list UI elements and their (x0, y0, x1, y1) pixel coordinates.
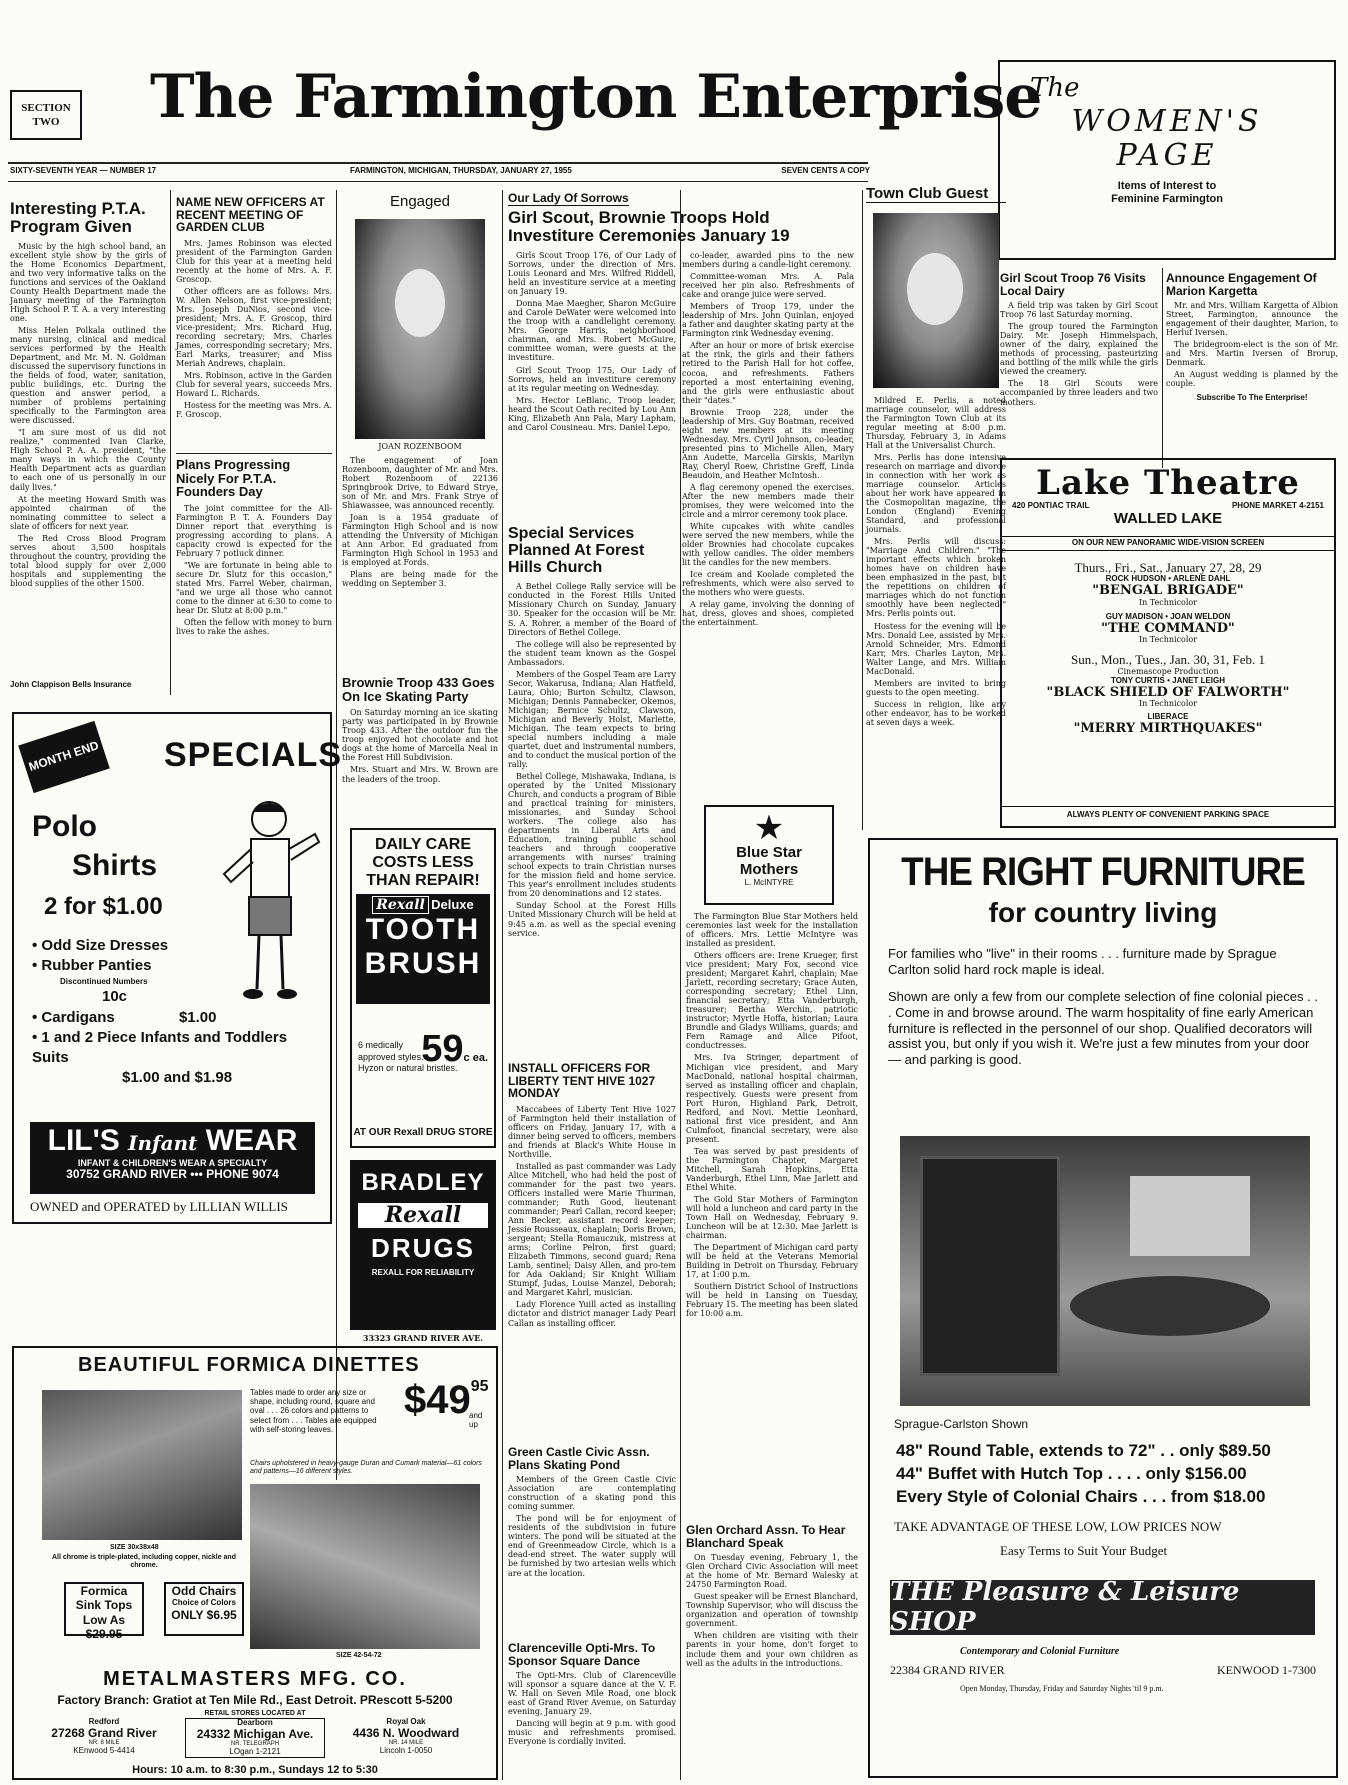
joan-caption: JOAN ROZENBOOM (378, 441, 462, 451)
girlscout-para: co-leader, awarded pins to the new members during a candle-light ceremony. (682, 251, 854, 270)
face-shape (907, 253, 963, 325)
special-item-price: 10c (102, 988, 128, 1006)
month-end-text: MONTH END (27, 738, 101, 775)
womens-womens: WOMEN'S (1071, 104, 1263, 140)
formica-company: METALMASTERS MFG. CO. (103, 1668, 407, 1690)
formica-stores (34, 1718, 476, 1758)
theatre-address: 420 PONTIAC TRAIL (1012, 501, 1090, 511)
rexall-brush-block (356, 894, 490, 1004)
masthead-dateline-row (10, 167, 870, 179)
month-end-badge (18, 721, 110, 793)
store-redford (34, 1718, 174, 1758)
dairy-headline: Girl Scout Troop 76 Visits Local Dairy (1000, 271, 1146, 298)
founders-para: The joint committee for the All-Farmington P. T. A. Founders Day Dinner report that everything is progressing according to plans. A capacity crowd is expected for the February 7 potluck dinner. (176, 503, 332, 559)
bluestar-para: The Farmington Blue Star Mothers held ceremonies last week for the installation of officers. Mrs. Lettie McIntyre was installed as president. (686, 912, 858, 949)
polo-word: Polo (32, 810, 97, 843)
townclub-para: Mrs. Perlis has done intensive research on marriage and divorce in connection with her work as marriage counselor. Articles about her work have appeared in the Cosmopolitan magazine, the London (England) Evening Standard, and professional journals. (866, 452, 1006, 535)
garden-headline: NAME NEW OFFICERS AT RECENT MEETING OF GARDEN CLUB (176, 195, 325, 235)
special-services-headline: Special Services Planned At Forest Hills Church (508, 525, 645, 576)
bluestar-article (686, 912, 858, 1472)
clarenceville-headline: Clarenceville Opti-Mrs. To Sponsor Square Dance (508, 1641, 656, 1668)
special-services-para: Bethel College, Mishawaka, Indiana, is operated by the United Missionary Church, and conducts a program of Bible and practical training for ministers, missionaries, and Sunday School workers. The college also has departments in Liberal Arts and Education, training public school teachers and through cooperative arrangements with nurses' training school expects to train Christian nurses for the mission field and home service. This year's enrollment includes students from 20 denominations and 12 states. (508, 772, 676, 899)
formica-retail: RETAIL STORES LOCATED AT (204, 1710, 306, 1717)
dairy-body (1000, 301, 1158, 406)
year-number: SIXTY-SEVENTH YEAR — NUMBER 17 (10, 166, 157, 175)
rexall-toothbrush-ad (350, 828, 496, 1148)
formica-factory: Factory Branch: Gratiot at Ten Mile Rd., East Detroit. PRescott 5-5200 (57, 1693, 453, 1707)
pta-para: Miss Helen Polkala outlined the many nursing, clinical and medical services performed by the Health Department, and Mr. M. N. Goldman discussed the supervisory functions in the fields of food, water, sanitation, public buildings, etc. During the question and answer period, a number of problems pertaining specifically to the Farmington area were discussed. (10, 325, 166, 426)
polo-price: 2 for $1.00 (44, 893, 163, 920)
special-item: • Odd Size Dresses (32, 937, 169, 954)
joan-photo (355, 219, 485, 439)
theatre-tech3: In Technicolor (1138, 699, 1198, 709)
store-town: Dearborn (237, 1718, 273, 1727)
engaged-para: Plans are being made for the wedding on September 3. (342, 570, 498, 589)
kargetta-para: An August wedding is planned by the couple. (1166, 370, 1338, 389)
furniture-item: Every Style of Colonial Chairs . . . from $18.00 (896, 1486, 1266, 1506)
special-item-price: $1.00 and $1.98 (122, 1069, 233, 1087)
townclub-para: Members are invited to bring guests to the open meeting. (866, 678, 1006, 697)
pta-para: "I am sure most of us did not realize," commented Ivan Clarke, High School P. A. A. president, "the many ways in which the County Health Department acts as guardian to each one of us personally in our daily lives." (10, 428, 166, 492)
bluestar-title1: Blue Star (736, 844, 802, 861)
subscribe-line: Subscribe To The Enterprise! (1196, 393, 1308, 403)
greencastle-body (508, 1475, 676, 1577)
store-note: NR. TELEGRAPH (230, 1741, 280, 1748)
pta-para: At the meeting Howard Smith was appointed chairman of the nominating committee to select a slate of officers for next year. (10, 494, 166, 531)
brownie-433-para: Mrs. Stuart and Mrs. W. Brown are the leaders of the troop. (342, 765, 498, 784)
rexall-deluxe: Deluxe (431, 896, 474, 912)
kargetta-headline: Announce Engagement Of Marion Kargetta (1166, 271, 1317, 298)
hutch-shape (920, 1156, 1060, 1376)
pta-article (10, 200, 166, 690)
furniture-take: TAKE ADVANTAGE OF THESE LOW, LOW PRICES NOW (894, 1519, 1222, 1534)
bradley-drugs: DRUGS (371, 1232, 475, 1263)
furniture-p1: For families who "live" in their rooms . . . furniture made by Sprague Carlton solid hard rock maple is ideal. (888, 946, 1277, 977)
formica-chairs: Chairs upholstered in heavy-gauge Duran and Cumark material—61 colors and patterns—16 different styles. (250, 1460, 482, 1475)
masthead-rule (8, 162, 868, 164)
girlscout-kicker: Our Lady Of Sorrows (508, 191, 629, 205)
girlscout-para: Girl Scout Troop 175, Our Lady of Sorrows, held an investiture ceremony at its regular meeting on Wednesday. (508, 365, 676, 393)
pta-headline: Interesting P.T.A. Program Given (10, 199, 146, 236)
bluestar-para: The Gold Star Mothers of Farmington will hold a luncheon and card party in the Town Hall on Wednesday, February 9. Luncheon will be at 12:30. Mae Jarlett is chairman. (686, 1194, 858, 1241)
col-rule-5 (862, 190, 863, 830)
store-town: Redford (88, 1717, 120, 1726)
perlis-photo (873, 213, 999, 388)
formica-table-right (250, 1484, 480, 1649)
girlscout-para: A relay game, involving the donning of hat, dress, gloves and shoes, completed the entertainment. (682, 600, 854, 628)
furniture-item: 48" Round Table, extends to 72" . . only $89.50 (896, 1441, 1271, 1460)
rexall-line3: THAN REPAIR! (366, 871, 480, 889)
store-note: NR. 14 MILE (388, 1740, 424, 1747)
formica-price-dollars: $49 (404, 1378, 471, 1422)
townclub-para: Mildred E. Perlis, a noted marriage counselor, will address the Farmington Town Club at its regular meeting at 8:00 p.m. Thursday, February 3, in Adams Hall at the Universalist Church. (866, 395, 1006, 450)
liberty-para: Maccabees of Liberty Tent Hive 1027 of Farmington held their installation of officers on Friday, January 17, with a dinner being served to officers, members and friends at Black's White House in Northville. (508, 1104, 676, 1159)
lils-address: 30752 GRAND RIVER ••• PHONE 9074 (66, 1166, 279, 1181)
dairy-para: The 18 Girl Scouts were accompanied by three leaders and two mothers. (1000, 379, 1158, 407)
brownie-433-para: On Saturday morning an ice skating party was participated in by Brownie Troop 433. After the outdoor fun the troop enjoyed hot chocolate and hot dogs at the home of Marcella Neal in the Forest Hill Subdivision. (342, 708, 498, 763)
special-item-label: Cardigans (41, 1008, 115, 1026)
rexall-tooth: TOOTH (365, 913, 481, 947)
glenorchard-para: When children are visiting with their parents in your home, don't forget to include them and your own children as well as the adults in the introductions. (686, 1631, 858, 1668)
womens-page-word: PAGE (1116, 137, 1218, 173)
theatre-tech2: In Technicolor (1138, 635, 1198, 645)
rexall-styles-2: approved styles. (358, 1051, 424, 1062)
womens-sub2: Feminine Farmington (1111, 192, 1223, 205)
theatre-dates2: Sun., Mon., Tues., Jan. 30, 31, Feb. 1 (1071, 652, 1265, 668)
bluestar-title2: Mothers (739, 860, 799, 878)
theatre-stars3: TONY CURTIS • JANET LEIGH (1110, 675, 1226, 685)
garden-para: Hostess for the meeting was Mrs. A. F. Groscop. (176, 401, 332, 420)
furniture-photo (900, 1136, 1310, 1406)
townclub-label: Town Club Guest (866, 186, 1006, 203)
girlscout-para: Members of Troop 179, under the leadership of Mrs. John Quinlan, enjoyed a father and daughter skating party at the Farmington rink Wednesday evening. (682, 302, 854, 339)
store-note: NR. 8 MILE (88, 1740, 120, 1747)
bradley-address: 33323 GRAND RIVER AVE. (362, 1333, 484, 1343)
furniture-subtitle: for country living (988, 896, 1218, 928)
theatre-phone: PHONE MARKET 4-2151 (1231, 501, 1324, 511)
newspaper-title: The Farmington Enterprise (150, 62, 1042, 132)
furniture-contemp: Contemporary and Colonial Furniture (960, 1646, 1120, 1657)
rexall-footer: AT OUR Rexall DRUG STORE (353, 1126, 493, 1138)
col-rule-1 (170, 190, 171, 695)
girlscout-para: A flag ceremony opened the exercises. After the new members made their promises, they were welcomed into the circle and a mirror ceremony took place. (682, 482, 854, 519)
special-services-para: A Bethel College Rally service will be conducted in the Forest Hills United Missionary Church on Sunday, January 30. Speaker for the occasion will be Mr. S. A. Rohrer, a member of the Board of Directors of Bethel College. (508, 582, 676, 637)
bluestar-byline: L. McINTYRE (744, 877, 794, 887)
special-item-label: Odd Size Dresses (41, 937, 169, 954)
liberty-article (508, 1062, 676, 1442)
engaged-label: Engaged (389, 193, 451, 210)
greencastle-headline: Green Castle Civic Assn. Plans Skating Pond (508, 1445, 650, 1472)
rexall-price (421, 1028, 488, 1071)
townclub-body (866, 396, 1006, 727)
liberty-body (508, 1105, 676, 1328)
founders-headline: Plans Progressing Nicely For P.T.A. Founders Day (176, 457, 291, 500)
theatre-stars2: GUY MADISON • JOAN WELDON (1105, 611, 1231, 621)
bradley-name: BRADLEY (361, 1169, 485, 1196)
face-shape (395, 269, 445, 337)
theatre-city: WALLED LAKE (1113, 510, 1223, 528)
rexall-line2: COSTS LESS (372, 853, 474, 871)
window-shape (1130, 1176, 1250, 1256)
girlscout-col2 (682, 251, 854, 630)
girlscout-para: Girls Scout Troop 176, of Our Lady of Sorrows, under the direction of Mrs. Louis Leonard and Mrs. Wilfred Riddell, held an investiture service at a meeting on January 19. (508, 251, 676, 297)
dairy-para: The group toured the Farmington Dairy. Mr. Joseph Himmelspach, owner of the dairy, explained the methods of processing, pasteurizing and bottling of the milk while the girls viewed the creamery. (1000, 322, 1158, 377)
col-rule-2 (336, 190, 337, 1480)
formica-size2: SIZE 42-54-72 (336, 1652, 382, 1659)
dairy-para: A field trip was taken by Girl Scout Troop 76 last Saturday morning. (1000, 301, 1158, 320)
bluestar-para: The Department of Michigan card party will be held at the Veterans Memorial Building in Detroit on Thursday, February 17, at 1:00 p.m. (686, 1243, 858, 1280)
bluestar-body (686, 912, 858, 1318)
townclub-para: Mrs. Perlis will discuss: "Marriage And Children." "The important effects which broken homes have on children have been emphasized in the past, but the repetitions on children of marriages which do not function smoothly have been neglected," Mrs. Perlis points out. (866, 537, 1006, 619)
glenorchard-body (686, 1553, 858, 1667)
store-addr: 24332 Michigan Ave. (196, 1726, 314, 1741)
womens-page-box (998, 60, 1336, 260)
glenorchard-headline: Glen Orchard Assn. To Hear Blanchard Speak (686, 1523, 846, 1550)
greencastle-para: The pond will be for enjoyment of residents of the subdivision in future winters. The pond will be situated at the end of Greenmeadow Circle, which is a dead-end street. The water supply will be furnished by two artesian wells which are at the location. (508, 1514, 676, 1578)
engaged-para: The engagement of Joan Rozenboom, daughter of Mr. and Mrs. Robert Rozenboom of 22136 Springbrook Drive, to Edward Strye, son of Mr. and Mrs. Frank Strye of Shiawassee, was announced recently. (342, 455, 498, 510)
store-addr: 4436 N. Woodward (352, 1725, 460, 1740)
dairy-article (1000, 272, 1158, 467)
theatre-cinema: Cinemascope Production (1117, 666, 1219, 676)
formica-size1: SIZE 30x38x48 (110, 1544, 159, 1551)
liberty-para: Installed as past commander was Lady Alice Mitchell, who had held the post of commander for the past two years. Officers installed were Marie Thurman, commander; Ruth Good, lieutenant commander; Pearl Callan, record keeper; Ann Becker, assistant record keeper; Jessie Rousseaux, chaplain; Doris Brown, sergeant; Stella Romauczuk, mistress at arms; Corline Pelron, first guard; Elizabeth Timmons, second guard; Rena Lamb, sentinel; Daisy Allen, and pro-tem for Ada Oakland; Sir Knight William Stumpf, Judas, Louise Manzel, Deborah; and Margaret Kahrl, musician. (508, 1161, 676, 1298)
special-services-body (508, 582, 676, 937)
rexall-brush: BRUSH (364, 946, 482, 980)
kargetta-para: The bridegroom-elect is the son of Mr. and Mrs. Martin Iversen of Brorup, Denmark. (1166, 340, 1338, 368)
store-phone: LOgan 1-2121 (229, 1747, 281, 1757)
pta-body (10, 242, 166, 588)
special-item-note: Discontinued Numbers (60, 976, 148, 986)
special-item-label: 1 and 2 Piece Infants and Toddlers Suits (32, 1028, 288, 1067)
rexall-line1: DAILY CARE (374, 836, 472, 853)
blue-star-box (704, 805, 834, 905)
founders-para: "We are fortunate in being able to secure Dr. Slutz for this occasion," stated Mrs. Farrel Weber, chairman, "and we urge all those who cannot come to the dinner at 6:30 to come to hear Dr. Slutz at 8:00 p.m." (176, 561, 332, 616)
founders-article (176, 458, 332, 693)
townclub-para: Hostess for the evening will be Mrs. Donald Lee, assisted by Mrs. Arnold Schneider, Mrs. Edmond Karr, Mrs. Charles Layton, Mrs. Walter Lange, and Mrs. William MacDonald. (866, 621, 1006, 676)
theatre-film1: "BENGAL BRIGADE" (1092, 583, 1244, 599)
rexall-brand: Rexall (372, 896, 429, 914)
lils-wear: WEAR (205, 1124, 298, 1157)
womens-sub1: Items of Interest to (1117, 180, 1217, 193)
pta-footer: John Clappison Bells Insurance (10, 680, 132, 690)
store-phone: Lincoln 1-0050 (379, 1746, 433, 1756)
odd-line3: ONLY $6.95 (171, 1607, 237, 1622)
formica-hours: Hours: 10 a.m. to 8:30 p.m., Sundays 12 to 5:30 (132, 1763, 378, 1776)
special-services-article (508, 526, 676, 1046)
garden-article (176, 196, 332, 446)
girlscout-para: Committee-woman Mrs. A. Pala received her pin also. Refreshments of cake and orange juice were served. (682, 272, 854, 300)
sink-line1: Formica (80, 1584, 128, 1598)
clarenceville-para: The Opti-Mrs. Club of Clarenceville will sponsor a square dance at the V. F. W. Hall on Seven Mile Road, one block east of Grand River Avenue, on Saturday evening, January 29. (508, 1671, 676, 1717)
special-services-para: Members of the Gospel Team are Larry Secor, Wakarusa, Indiana; Alan Hatfield, Laura, Ohio; Burton Schultz, Clawson, Michigan; Dennis Pannabecker, Okemos, Michigan; Bernice Schultz, Clawson, Michigan and Beverly Holst, Marlette, Michigan. The team expects to bring special numbers including a male quartet, duet and instrumental numbers, and to conduct the musical portion of the rally. (508, 669, 676, 769)
formica-desc: Tables made to order any size or shape, including round, square and oval . . . 26 colors and patterns to select from . . . Tables are equipped with self-storing leaves. (250, 1388, 377, 1434)
masthead-rule-bottom (8, 181, 868, 182)
liberty-headline: INSTALL OFFICERS FOR LIBERTY TENT HIVE 1027 MONDAY (508, 1061, 656, 1101)
girlscout-para: After an hour or more of brisk exercise at the rink, the girls and their fathers retired to the Parish Hall for hot coffee, cocoa, and refreshments. Fathers reported a most entertaining evening, and the girls were enthusiastic about their "dates." (682, 341, 854, 405)
founders-body (176, 504, 332, 636)
brownie-433-article (342, 676, 498, 826)
theatre-film2: "THE COMMAND" (1101, 620, 1235, 636)
founders-para: Often the fellow with money to burn lives to rake the ashes. (176, 618, 332, 637)
formica-up: and up (469, 1411, 483, 1429)
store-town: Royal Oak (386, 1717, 426, 1726)
section-label-box (10, 90, 82, 140)
rexall-styles-3: Hyzon or natural bristles. (358, 1063, 458, 1074)
furniture-prices (896, 1440, 1271, 1509)
lils-owner: OWNED and OPERATED by LILLIAN WILLIS (30, 1199, 288, 1214)
lils-name: LIL'S (47, 1124, 120, 1157)
rexall-styles-1: 6 medically (358, 1040, 404, 1050)
greencastle-para: Members of the Green Castle Civic Association are contemplating construction of a skating pond this coming summer. (508, 1475, 676, 1512)
furniture-shown: Sprague-Carlston Shown (894, 1417, 1029, 1431)
rexall-price-cents: c ea. (463, 1052, 488, 1064)
girlscout-para: White cupcakes with white candles were served the new members, while the older Brownies had chocolate cupcakes with yellow candles. The older members lit the candles for the new members. (682, 522, 854, 568)
store-addr: 27268 Grand River (51, 1725, 157, 1740)
theatre-film3: "BLACK SHIELD OF FALWORTH" (1046, 684, 1290, 700)
theatre-parking: ALWAYS PLENTY OF CONVENIENT PARKING SPACE (1002, 806, 1334, 820)
sink-tops-box (64, 1582, 144, 1642)
col-rule-3 (502, 190, 503, 1780)
engaged-body (342, 456, 498, 588)
specials-title: SPECIALS (164, 736, 343, 774)
glenorchard-para: On Tuesday evening, February 1, the Glen Orchard Civic Association will meet at the home of Mr. Bernard Walesky at 24750 Farmington Road. (686, 1553, 858, 1590)
garden-para: Mrs. Robinson, active in the Garden Club for several years, succeeds Mrs. Howard L. Richards. (176, 371, 332, 399)
theatre-film4: "MERRY MIRTHQUAKES" (1073, 721, 1263, 737)
clarenceville-article (508, 1642, 676, 1782)
theatre-screen: ON OUR NEW PANORAMIC WIDE-VISION SCREEN (1002, 536, 1334, 551)
formica-table-left (42, 1390, 242, 1540)
brownie-433-body (342, 708, 498, 783)
kargetta-article (1166, 272, 1338, 467)
theatre-tech1: In Technicolor (1138, 597, 1198, 607)
special-item: • 1 and 2 Piece Infants and Toddlers Suits (32, 1028, 288, 1067)
pta-para: Music by the high school band, an excellent style show by the girls of the Home Economics Department, and two very informative talks on the functions and services of the Oakland County Health Department made the January meeting of the Farmington High School P. T. A. a very interesting one. (10, 241, 166, 323)
lake-theatre-ad (1000, 458, 1336, 828)
bluestar-para: Tea was served by past presidents of the Farmington Chapter, Margaret Mitchell, Sarah Hopkins, Etta Vanderburgh, Ethel Linn, Mae Jarlett and Ethel White. (686, 1146, 858, 1192)
odd-line2: Choice of Colors (171, 1598, 236, 1608)
furniture-item: 44" Buffet with Hutch Top . . . . only $156.00 (896, 1463, 1247, 1483)
townclub-article (866, 186, 1006, 826)
theatre-stars1: ROCK HUDSON • ARLENE DAHL (1105, 574, 1231, 584)
theatre-name: Lake Theatre (1036, 463, 1300, 503)
store-royal-oak (336, 1718, 476, 1758)
formica-price-cents: 95 (470, 1378, 489, 1395)
bradley-rexall: Rexall (358, 1203, 488, 1228)
glenorchard-article (686, 1524, 858, 1780)
rexall-price-num: 59 (421, 1028, 464, 1070)
sink-line2: Sink Tops (75, 1598, 133, 1613)
furniture-title: THE RIGHT FURNITURE (901, 850, 1305, 894)
bluestar-para: Southern District School of Instructions will be held in Lansing on Tuesday, February 15. The meeting has been slated for 10:00 a.m. (686, 1282, 858, 1319)
engaged-article (342, 194, 498, 714)
price: SEVEN CENTS A COPY (781, 166, 870, 175)
store-phone: KEnwood 5-4414 (73, 1746, 135, 1756)
dateline: FARMINGTON, MICHIGAN, THURSDAY, JANUARY 27, 1955 (350, 166, 572, 175)
bradley-tagline: REXALL FOR RELIABILITY (371, 1267, 475, 1277)
odd-chairs-box (164, 1582, 244, 1636)
col-rule-6 (1162, 268, 1163, 468)
clarenceville-para: Dancing will begin at 9 p.m. with good music and refreshments promised. Everyone is cordially invited. (508, 1719, 676, 1747)
section-label: SECTION TWO (21, 101, 71, 128)
bradley-ad (350, 1160, 496, 1330)
garden-body (176, 239, 332, 420)
lils-infant: Infant (128, 1131, 198, 1155)
formica-ad (12, 1346, 498, 1780)
garden-para: Other officers are as follows: Mrs. W. Allen Nelson, first vice-president; Mrs. Joseph DuNios, second vice-president; Mrs. A. F. Groscop, third vice-president; Mrs. Richard Hug, recording secretary; Mrs. Charles James, corresponding secretary; Mrs. Earl Marks, treasurer; and Miss Meriah Andrews, chaplain. (176, 286, 332, 369)
special-item-label: Rubber Panties (41, 957, 152, 975)
girlscout-para: Ice cream and Koolade completed the refreshments, which were also served to the mothers who were guests. (682, 570, 854, 598)
shirts-word: Shirts (72, 849, 158, 882)
lils-name-row (30, 1124, 315, 1158)
odd-line1: Odd Chairs (171, 1584, 237, 1598)
lils-logo (30, 1122, 315, 1194)
girlscout-para: Mrs. Hector LeBlanc, Troop leader, heard the Scout Oath recited by Lou Ann King, Elizabeth Ann Pala, Mary Lapham, and Carol Cousineau. Mrs. Daniel Lepo, (508, 395, 676, 432)
brownie-433-headline: Brownie Troop 433 Goes On Ice Skating Party (342, 675, 495, 704)
girlscout-headline: Girl Scout, Brownie Troops Hold Investiture Ceremonies January 19 (508, 208, 790, 246)
bluestar-para: Mrs. Iva Stringer, department of Michigan vice president, and Mary MacDonald, national hospital chairman, served as installing officer and chaplain, respectively. Guests were present from Port Huron, Highland Park, Detroit, Redford, and Novi. Mettie Leonhard, national first vice president, and Ann Culmfoot, financial secretary, were also present. (686, 1053, 858, 1144)
theatre-dates1: Thurs., Fri., Sat., January 27, 28, 29 (1074, 559, 1262, 575)
kargetta-body (1166, 301, 1338, 388)
garden-rule (176, 453, 332, 454)
rexall-brand-row (356, 894, 490, 914)
star-icon: ★ (753, 809, 785, 847)
special-item-price: $1.00 (178, 1008, 217, 1026)
special-services-para: The college will also be represented by the student team known as the Gospel Ambassadors. (508, 639, 676, 667)
special-services-para: Sunday School at the Forest Hills United Missionary Church will be held at 9:45 a.m. as well as the special evening service. (508, 901, 676, 938)
garden-para: Mrs. James Robinson was elected president of the Farmington Garden Club for this year at a meeting held recently at the home of Mrs. A. F. Groscop. (176, 238, 332, 284)
formica-title: BEAUTIFUL FORMICA DINETTES (78, 1354, 420, 1376)
specials-ad (12, 712, 343, 1224)
girlscout-para: Donna Mae Maegher, Sharon McGuire and Carole DeWater were welcomed into the troop with a candlelight ceremony. Mrs. George Harris, neighborhood chairman, and Mrs. Robert McGuire, committee woman, were guests at the investiture. (508, 299, 676, 363)
furniture-p2: Shown are only a few from our complete selection of fine colonial pieces . . . Come in and browse around. The warm hospitality of fine early American furniture is reflected in the personnel of our shop. Qualified decorators will assist you, but only if you wish it. We're just a few minutes from your door — and parking is good. (888, 989, 1318, 1067)
formica-chrome: All chrome is triple-plated, including copper, nickle and chrome. (52, 1554, 236, 1569)
furniture-ad (868, 838, 1338, 1778)
glenorchard-para: Guest speaker will be Ernest Blanchard, Township Supervisor, who will discuss the organization and operation of township government. (686, 1592, 858, 1629)
theatre-liberace: LIBERACE (1147, 712, 1189, 722)
furniture-terms: Easy Terms to Suit Your Budget (1000, 1543, 1168, 1558)
specials-list (32, 936, 288, 1089)
furniture-phone: KENWOOD 1-7300 (1217, 1663, 1316, 1677)
girlscout-para: Brownie Troop 228, under the leadership of Mrs. Guy Boatman, received eight new members at its meeting Wednesday. Mrs. Cyril Johnson, co-leader, presented pins to Michelle Allen, Mary Ann Audette, Marcella Girskis, Marilyn Ray, Cheryl Roew, Christine Greff, Linda Beaudoin, and Heather McIntosh. (682, 407, 854, 480)
clarenceville-body (508, 1671, 676, 1746)
townclub-para: Success in religion, like any other endeavor, has to be worked at seven days a week. (866, 699, 1006, 727)
greencastle-article (508, 1446, 676, 1606)
womens-the: The (1030, 73, 1080, 103)
furniture-hours: Open Monday, Thursday, Friday and Saturday Nights 'til 9 p.m. (960, 1684, 1164, 1693)
engaged-para: Joan is a 1954 graduate of Farmington High School and is now attending the University of Michigan at Ann Arbor. Ed graduated from Farmington High School in 1953 and is employed at Fords. (342, 512, 498, 568)
liberty-para: Lady Florence Yuill acted as installing dictator and district manager Lady Pearl Callan as installing officer. (508, 1300, 676, 1328)
kargetta-para: Mr. and Mrs. William Kargetta of Albion Street, Farmington, announce the engagement of their daughter, Marion, to Herluf Iversen. (1166, 301, 1338, 338)
pta-para: The Red Cross Blood Program serves about 3,500 hospitals throughout the country, providing the total blood supply for over 2,000 hospitals and supplementing the blood supplies of the other 1500. (10, 533, 166, 588)
sink-line3: Low As $29.95 (82, 1612, 126, 1642)
table-shape (1070, 1276, 1270, 1336)
bluestar-para: Others officers are: Irene Krueger, first vice president; Mary Fox, second vice president; Margaret Kahrl, chaplain; Mae Jarlett, recording secretary; Grace Auten, corresponding secretary; Ethel Linn, financial secretary; Etta Vanderburgh, treasurer; Bertha Werchin, patriotic instructor; Myrtle Hoffa, historian; Laura Brundle and Gladys Williams, guards; and Fern Ramage and Alice Pifoot, conductresses. (686, 951, 858, 1051)
shop-logo: THE Pleasure & Leisure SHOP (890, 1580, 1315, 1635)
store-dearborn (185, 1718, 325, 1758)
lils-specialty: INFANT & CHILDREN'S WEAR A SPECIALTY (77, 1157, 268, 1168)
special-item: • Rubber Panties (32, 957, 152, 975)
furniture-address: 22384 GRAND RIVER (890, 1663, 1005, 1677)
special-item: • Cardigans $1.00 (32, 1008, 217, 1026)
